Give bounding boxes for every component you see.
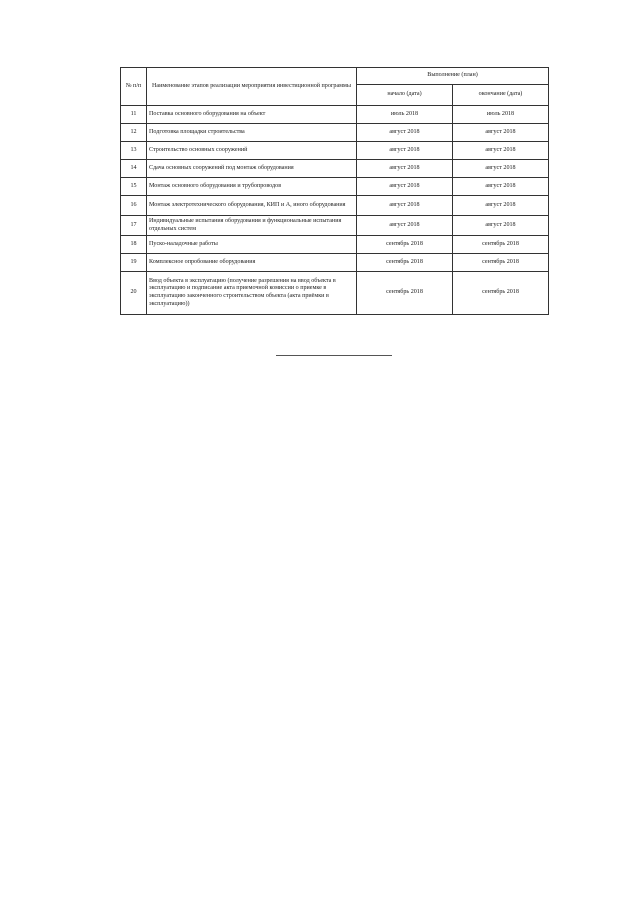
row-end-date: сентябрь 2018 xyxy=(453,254,549,272)
table-row xyxy=(121,196,549,216)
row-stage-name: Индивидуальные испытания оборудования и функциональные испытания отдельных систем xyxy=(147,216,357,236)
row-stage-name: Строительство основных сооружений xyxy=(147,142,357,160)
row-end-date: август 2018 xyxy=(453,160,549,178)
table-row xyxy=(121,236,549,254)
row-stage-name: Монтаж основного оборудования и трубопроводов xyxy=(147,178,357,196)
row-end-date: сентябрь 2018 xyxy=(453,272,549,315)
row-stage-name: Поставка основного оборудования на объект xyxy=(147,106,357,124)
row-number: 14 xyxy=(121,160,147,178)
table-row xyxy=(121,142,549,160)
row-start-date: сентябрь 2018 xyxy=(357,236,453,254)
table-row xyxy=(121,178,549,196)
row-number: 13 xyxy=(121,142,147,160)
header-end-date: окончание (дата) xyxy=(453,85,549,106)
header-stage-name: Наименование этапов реализации мероприятия инвестиционной программы xyxy=(147,68,357,106)
row-number: 12 xyxy=(121,124,147,142)
row-number: 19 xyxy=(121,254,147,272)
row-number: 11 xyxy=(121,106,147,124)
row-start-date: август 2018 xyxy=(357,124,453,142)
table-row xyxy=(121,124,549,142)
row-number: 15 xyxy=(121,178,147,196)
row-end-date: август 2018 xyxy=(453,142,549,160)
row-start-date: август 2018 xyxy=(357,196,453,216)
row-start-date: август 2018 xyxy=(357,216,453,236)
table-row xyxy=(121,254,549,272)
table-row xyxy=(121,272,549,315)
table-row xyxy=(121,216,549,236)
row-number: 18 xyxy=(121,236,147,254)
row-end-date: август 2018 xyxy=(453,196,549,216)
row-start-date: август 2018 xyxy=(357,160,453,178)
row-start-date: июль 2018 xyxy=(357,106,453,124)
table-body xyxy=(121,106,549,315)
table-header xyxy=(121,68,549,106)
row-start-date: сентябрь 2018 xyxy=(357,254,453,272)
row-start-date: август 2018 xyxy=(357,142,453,160)
row-number: 17 xyxy=(121,216,147,236)
row-stage-name: Комплексное опробование оборудования xyxy=(147,254,357,272)
header-num: № п/п xyxy=(121,68,147,106)
row-start-date: сентябрь 2018 xyxy=(357,272,453,315)
row-end-date: август 2018 xyxy=(453,178,549,196)
row-number: 16 xyxy=(121,196,147,216)
row-end-date: июль 2018 xyxy=(453,106,549,124)
row-end-date: сентябрь 2018 xyxy=(453,236,549,254)
row-stage-name: Подготовка площадки строительства xyxy=(147,124,357,142)
row-start-date: август 2018 xyxy=(357,178,453,196)
row-stage-name: Пуско-наладочные работы xyxy=(147,236,357,254)
footnote-separator-line xyxy=(276,355,392,356)
row-end-date: август 2018 xyxy=(453,124,549,142)
row-stage-name: Ввод объекта в эксплуатацию (получение разрешения на ввод объекта в эксплуатацию и подписание акта приемочной комиссии о приемке в эксплуатацию законченного строительством объекта (акта приёмки в эксплуатацию)) xyxy=(147,272,357,315)
table-row xyxy=(121,106,549,124)
header-execution: Выполнение (план) xyxy=(357,68,549,85)
header-start-date: начало (дата) xyxy=(357,85,453,106)
row-number: 20 xyxy=(121,272,147,315)
table-row xyxy=(121,160,549,178)
investment-program-schedule-table xyxy=(120,67,549,315)
row-end-date: август 2018 xyxy=(453,216,549,236)
row-stage-name: Монтаж электротехнического оборудования, КИП и А, иного оборудования xyxy=(147,196,357,216)
row-stage-name: Сдача основных сооружений под монтаж оборудования xyxy=(147,160,357,178)
